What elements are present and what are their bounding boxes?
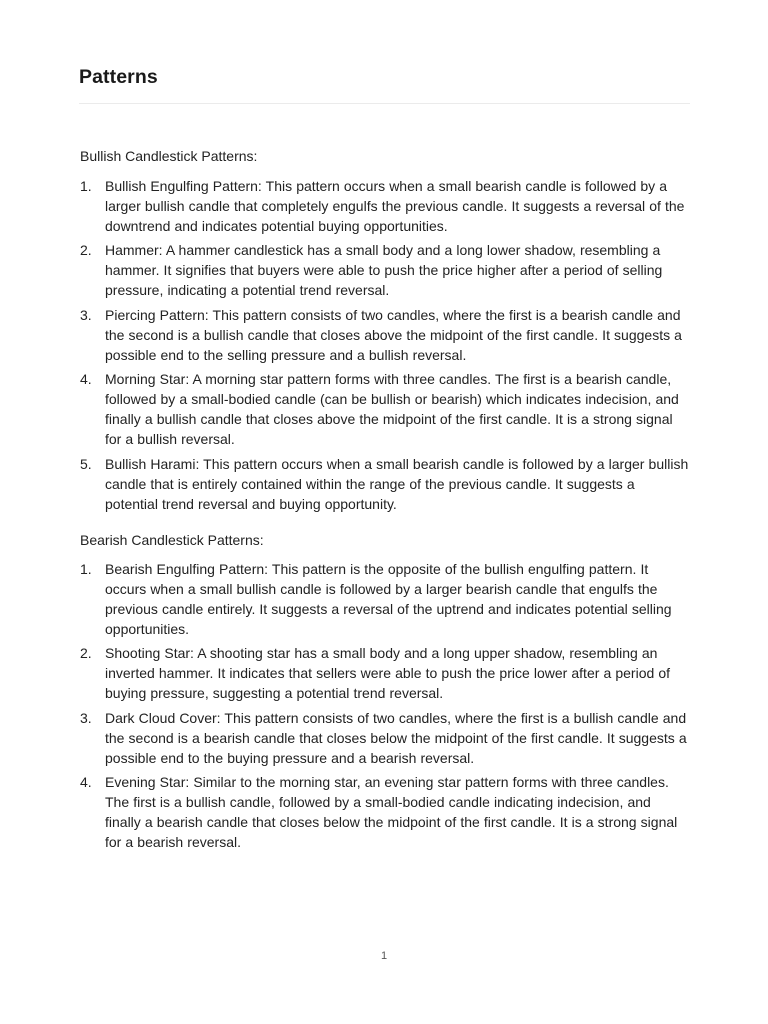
list-item-text: Evening Star: Similar to the morning star, an evening star pattern forms with three candles. The first is a bullish candle, followed by a small-bodied candle indicating indecision, and finally a bearish candle that closes below the midpoint of the first candle. It is a strong signal for a bearish reversal. bbox=[105, 774, 678, 851]
page-title: Patterns bbox=[79, 66, 158, 88]
list-item-number: 4. bbox=[80, 371, 92, 388]
list-item-number: 5. bbox=[80, 455, 92, 472]
page-number: 1 bbox=[380, 950, 388, 962]
list-item-number: 2. bbox=[80, 645, 92, 662]
list-item bbox=[80, 643, 690, 703]
list-item-text: Bullish Harami: This pattern occurs when a small bearish candle is followed by a larger bullish candle that is entirely contained within the range of the previous candle. It suggests a potential trend reversal and buying opportunity. bbox=[105, 455, 689, 512]
list-item-number: 3. bbox=[80, 709, 92, 726]
list-item bbox=[80, 369, 690, 449]
list-item bbox=[80, 240, 690, 300]
list-item bbox=[80, 305, 690, 365]
list-item-number: 3. bbox=[80, 306, 92, 323]
list-item-text: Bullish Engulfing Pattern: This pattern occurs when a small bearish candle is followed by a larger bullish candle that completely engulfs the previous candle. It suggests a reversal of the downtrend and indicates potential buying opportunities. bbox=[105, 178, 685, 234]
bearish-section-heading: Bearish Candlestick Patterns: bbox=[80, 532, 264, 548]
list-item bbox=[80, 454, 690, 514]
list-item bbox=[80, 772, 690, 852]
title-divider bbox=[79, 103, 690, 104]
list-item-text: Shooting Star: A shooting star has a small body and a long upper shadow, resembling an inverted hammer. It indicates that sellers were able to push the price lower after a period of buying pressure, suggesting a potential trend reversal. bbox=[105, 645, 671, 702]
list-item-number: 2. bbox=[80, 242, 92, 259]
bullish-section-heading: Bullish Candlestick Patterns: bbox=[80, 148, 258, 164]
list-item bbox=[80, 708, 690, 768]
list-item-number: 1. bbox=[80, 561, 92, 577]
list-item-text: Bearish Engulfing Pattern: This pattern is the opposite of the bullish engulfing pattern. It occurs when a small bullish candle is followed by a larger bearish candle that engulfs the previous candle entirely. It suggests a reversal of the uptrend and indicates potential selling opportunities. bbox=[105, 561, 672, 637]
list-item-text: Hammer: A hammer candlestick has a small body and a long lower shadow, resembling a hammer. It signifies that buyers were able to push the price higher after a period of selling pressure, indicating a potential trend reversal. bbox=[105, 242, 663, 299]
list-item bbox=[80, 176, 690, 236]
bullish-pattern-list bbox=[80, 176, 690, 518]
bearish-pattern-list bbox=[80, 559, 690, 857]
list-item bbox=[80, 559, 690, 639]
list-item-number: 4. bbox=[80, 774, 92, 791]
list-item-number: 1. bbox=[80, 178, 92, 194]
list-item-text: Piercing Pattern: This pattern consists of two candles, where the first is a bearish candle and the second is a bullish candle that closes above the midpoint of the first candle. It suggests a possible end to the selling pressure and a bullish reversal. bbox=[105, 306, 682, 363]
list-item-text: Dark Cloud Cover: This pattern consists of two candles, where the first is a bullish candle and the second is a bearish candle that closes below the midpoint of the first candle. It suggests a possible end to the buying pressure and a bearish reversal. bbox=[105, 709, 687, 766]
list-item-text: Morning Star: A morning star pattern forms with three candles. The first is a bearish candle, followed by a small-bodied candle (can be bullish or bearish) which indicates indecision, and finally a bullish candle that closes above the midpoint of the first candle. It is a strong signal for a bullish reversal. bbox=[105, 371, 679, 448]
